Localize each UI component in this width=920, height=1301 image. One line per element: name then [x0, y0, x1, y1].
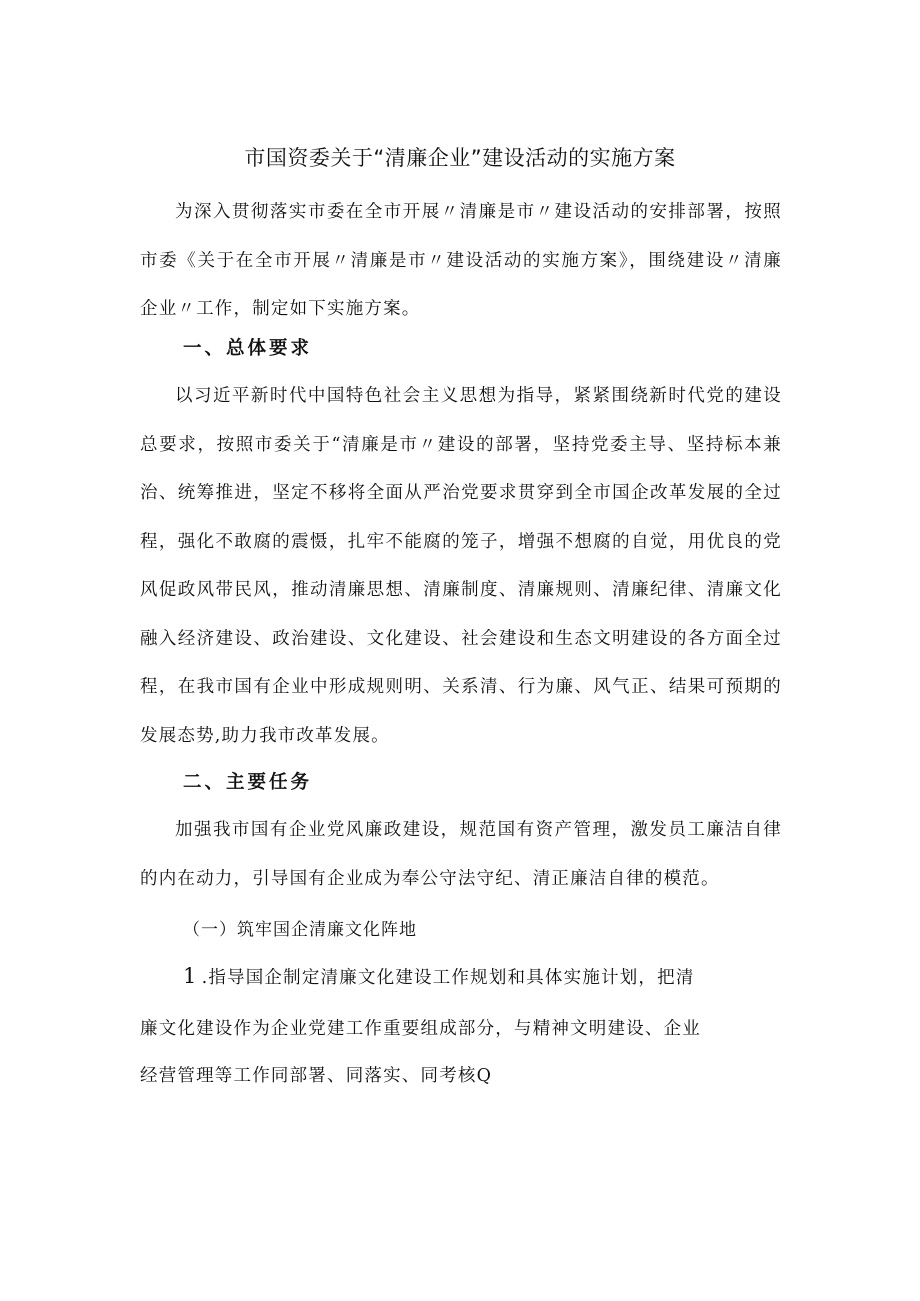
section-heading-general-requirements: 一、总体要求	[183, 338, 313, 359]
intro-paragraph: 为深入贯彻落实市委在全市开展〃清廉是市〃建设活动的安排部署，按照市委《关于在全市开展〃清廉是市〃建设活动的实施方案》，围绕建设〃清廉企业〃工作，制定如下实施方案。	[140, 202, 782, 319]
general-requirements-paragraph: 以习近平新时代中国特色社会主义思想为指导，紧紧围绕新时代党的建设总要求，按照市委关于“清廉是市〃建设的部署，坚持党委主导、坚持标本兼治、统筹推进，坚定不移将全面从严治党要求贯穿到全市国企改革发展的全过程，强化不敢腐的震慑，扎牢不能腐的笼子，增强不想腐的自觉，用优良的党风促政风带民风，推动清廉思想、清廉制度、清廉规则、清廉纪律、清廉文化融入经济建设、政治建设、文化建设、社会建设和生态文明建设的各方面全过程，在我市国有企业中形成规则明、关系清、行为廉、风气正、结果可预期的发展态势,助力我市改革发展。	[140, 386, 782, 746]
list-item-text: .指导国企制定清廉文化建设工作规划和具体实施计划，把清	[201, 968, 695, 988]
section-heading-main-tasks: 二、主要任务	[183, 772, 313, 793]
list-item-number: 1	[183, 964, 198, 988]
list-item-line: 廉文化建设作为企业党建工作重要组成部分，与精神文明建设、企业	[140, 1019, 701, 1039]
list-item-line: 经营管理等工作同部署、同落实、同考核Q	[140, 1066, 493, 1086]
list-item-line	[183, 964, 695, 989]
main-tasks-paragraph: 加强我市国有企业党风廉政建设，规范国有资产管理，激发员工廉洁自律的内在动力，引导国有企业成为奉公守法守纪、清正廉洁自律的模范。	[140, 820, 782, 889]
subsection-heading-clean-culture: （一）筑牢国企清廉文化阵地	[183, 920, 417, 940]
document-title: 市国资委关于“清廉企业”建设活动的实施方案	[244, 146, 676, 170]
